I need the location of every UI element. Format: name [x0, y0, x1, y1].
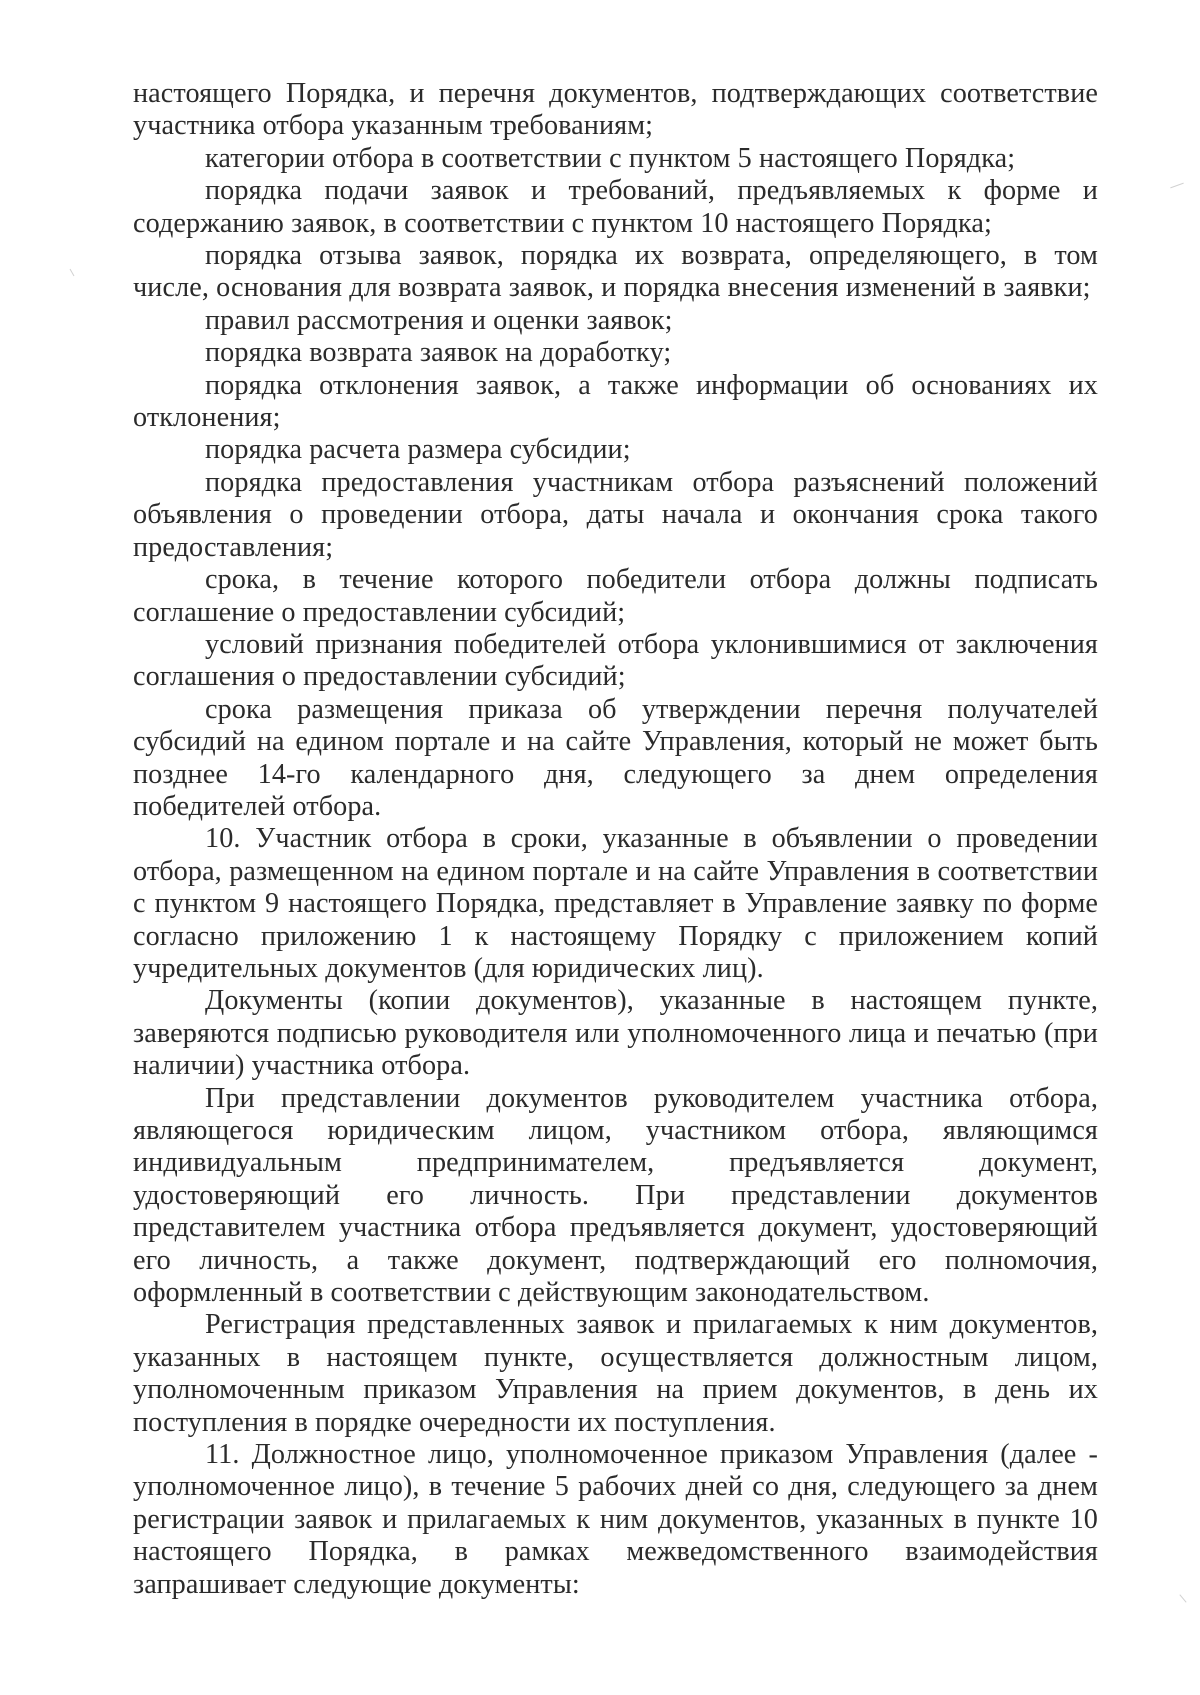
paragraph-item-11: 11. Должностное лицо, уполномоченное приказом Управления (далее - уполномоченное лицо), в течение 5 рабочих дней со дня, следующего за днем регистрации заявок и прилагаемых к ним документов, указанных в пункте 10 настоящего Порядка, в рамках межведомственного взаимодействия запрашивает следующие документы:	[133, 1439, 1098, 1600]
paragraph-submission-procedure: порядка подачи заявок и требований, предъявляемых к форме и содержанию заявок, в соответствии с пунктом 10 настоящего Порядка;	[133, 175, 1098, 239]
paragraph-requirements-list: настоящего Порядка, и перечня документов, подтверждающих соответствие участника отбора указанным требованиям;	[133, 78, 1098, 142]
paragraph-rejection-procedure: порядка отклонения заявок, а также информации об основаниях их отклонения;	[133, 369, 1098, 434]
paragraph-registration: Регистрация представленных заявок и прилагаемых к ним документов, указанных в настоящем пункте, осуществляется должностным лицом, уполномоченным приказом Управления на прием документов, в день их поступления в порядке очередности их поступления.	[133, 1309, 1098, 1438]
paragraph-item-10: 10. Участник отбора в сроки, указанные в объявлении о проведении отбора, размещенном на едином портале и на сайте Управления в соответствии с пунктом 9 настоящего Порядка, представляет в Управление заявку по форме согласно приложению 1 к настоящему Порядку с приложением копий учредительных документов (для юридических лиц).	[133, 823, 1098, 984]
paragraph-evasion-conditions: условий признания победителей отбора уклонившимися от заключения соглашения о предоставлении субсидий;	[133, 628, 1098, 693]
paragraph-order-publication-term: срока размещения приказа об утверждении перечня получателей субсидий на едином портале и на сайте Управления, который не может быть позднее 14-го календарного дня, следующего за днем определения победителей отбора.	[133, 693, 1098, 822]
scan-artifact-mark	[1179, 1594, 1186, 1602]
document-page	[133, 78, 1098, 1601]
paragraph-withdrawal-procedure: порядка отзыва заявок, порядка их возврата, определяющего, в том числе, основания для возврата заявок, и порядка внесения изменений в заявки;	[133, 240, 1098, 304]
paragraph-selection-category: категории отбора в соответствии с пунктом 5 настоящего Порядка;	[205, 142, 1016, 174]
paragraph-signing-term: срока, в течение которого победители отбора должны подписать соглашение о предоставлении субсидий;	[133, 564, 1098, 628]
paragraph-identity-documents: При представлении документов руководителем участника отбора, являющегося юридическим лицом, участником отбора, являющимся индивидуальным предпринимателем, предъявляется документ, удостоверяющий его личность. При представлении документов представителем участника отбора предъявляется документ, удостоверяющий его личность, а также документ, подтверждающий его полномочия, оформленный в соответствии с действующим законодательством.	[133, 1082, 1098, 1309]
paragraph-document-certification: Документы (копии документов), указанные в настоящем пункте, заверяются подписью руководителя или уполномоченного лица и печатью (при наличии) участника отбора.	[133, 985, 1098, 1082]
scan-artifact-mark	[1170, 183, 1183, 189]
paragraph-clarifications: порядка предоставления участникам отбора разъяснений положений объявления о проведении отбора, даты начала и окончания срока такого предоставления;	[133, 466, 1098, 563]
scan-artifact-mark	[70, 269, 75, 276]
paragraph-return-for-revision: порядка возврата заявок на доработку;	[205, 337, 672, 369]
paragraph-subsidy-calculation: порядка расчета размера субсидии;	[205, 434, 631, 466]
paragraph-review-rules: правил рассмотрения и оценки заявок;	[205, 304, 673, 336]
